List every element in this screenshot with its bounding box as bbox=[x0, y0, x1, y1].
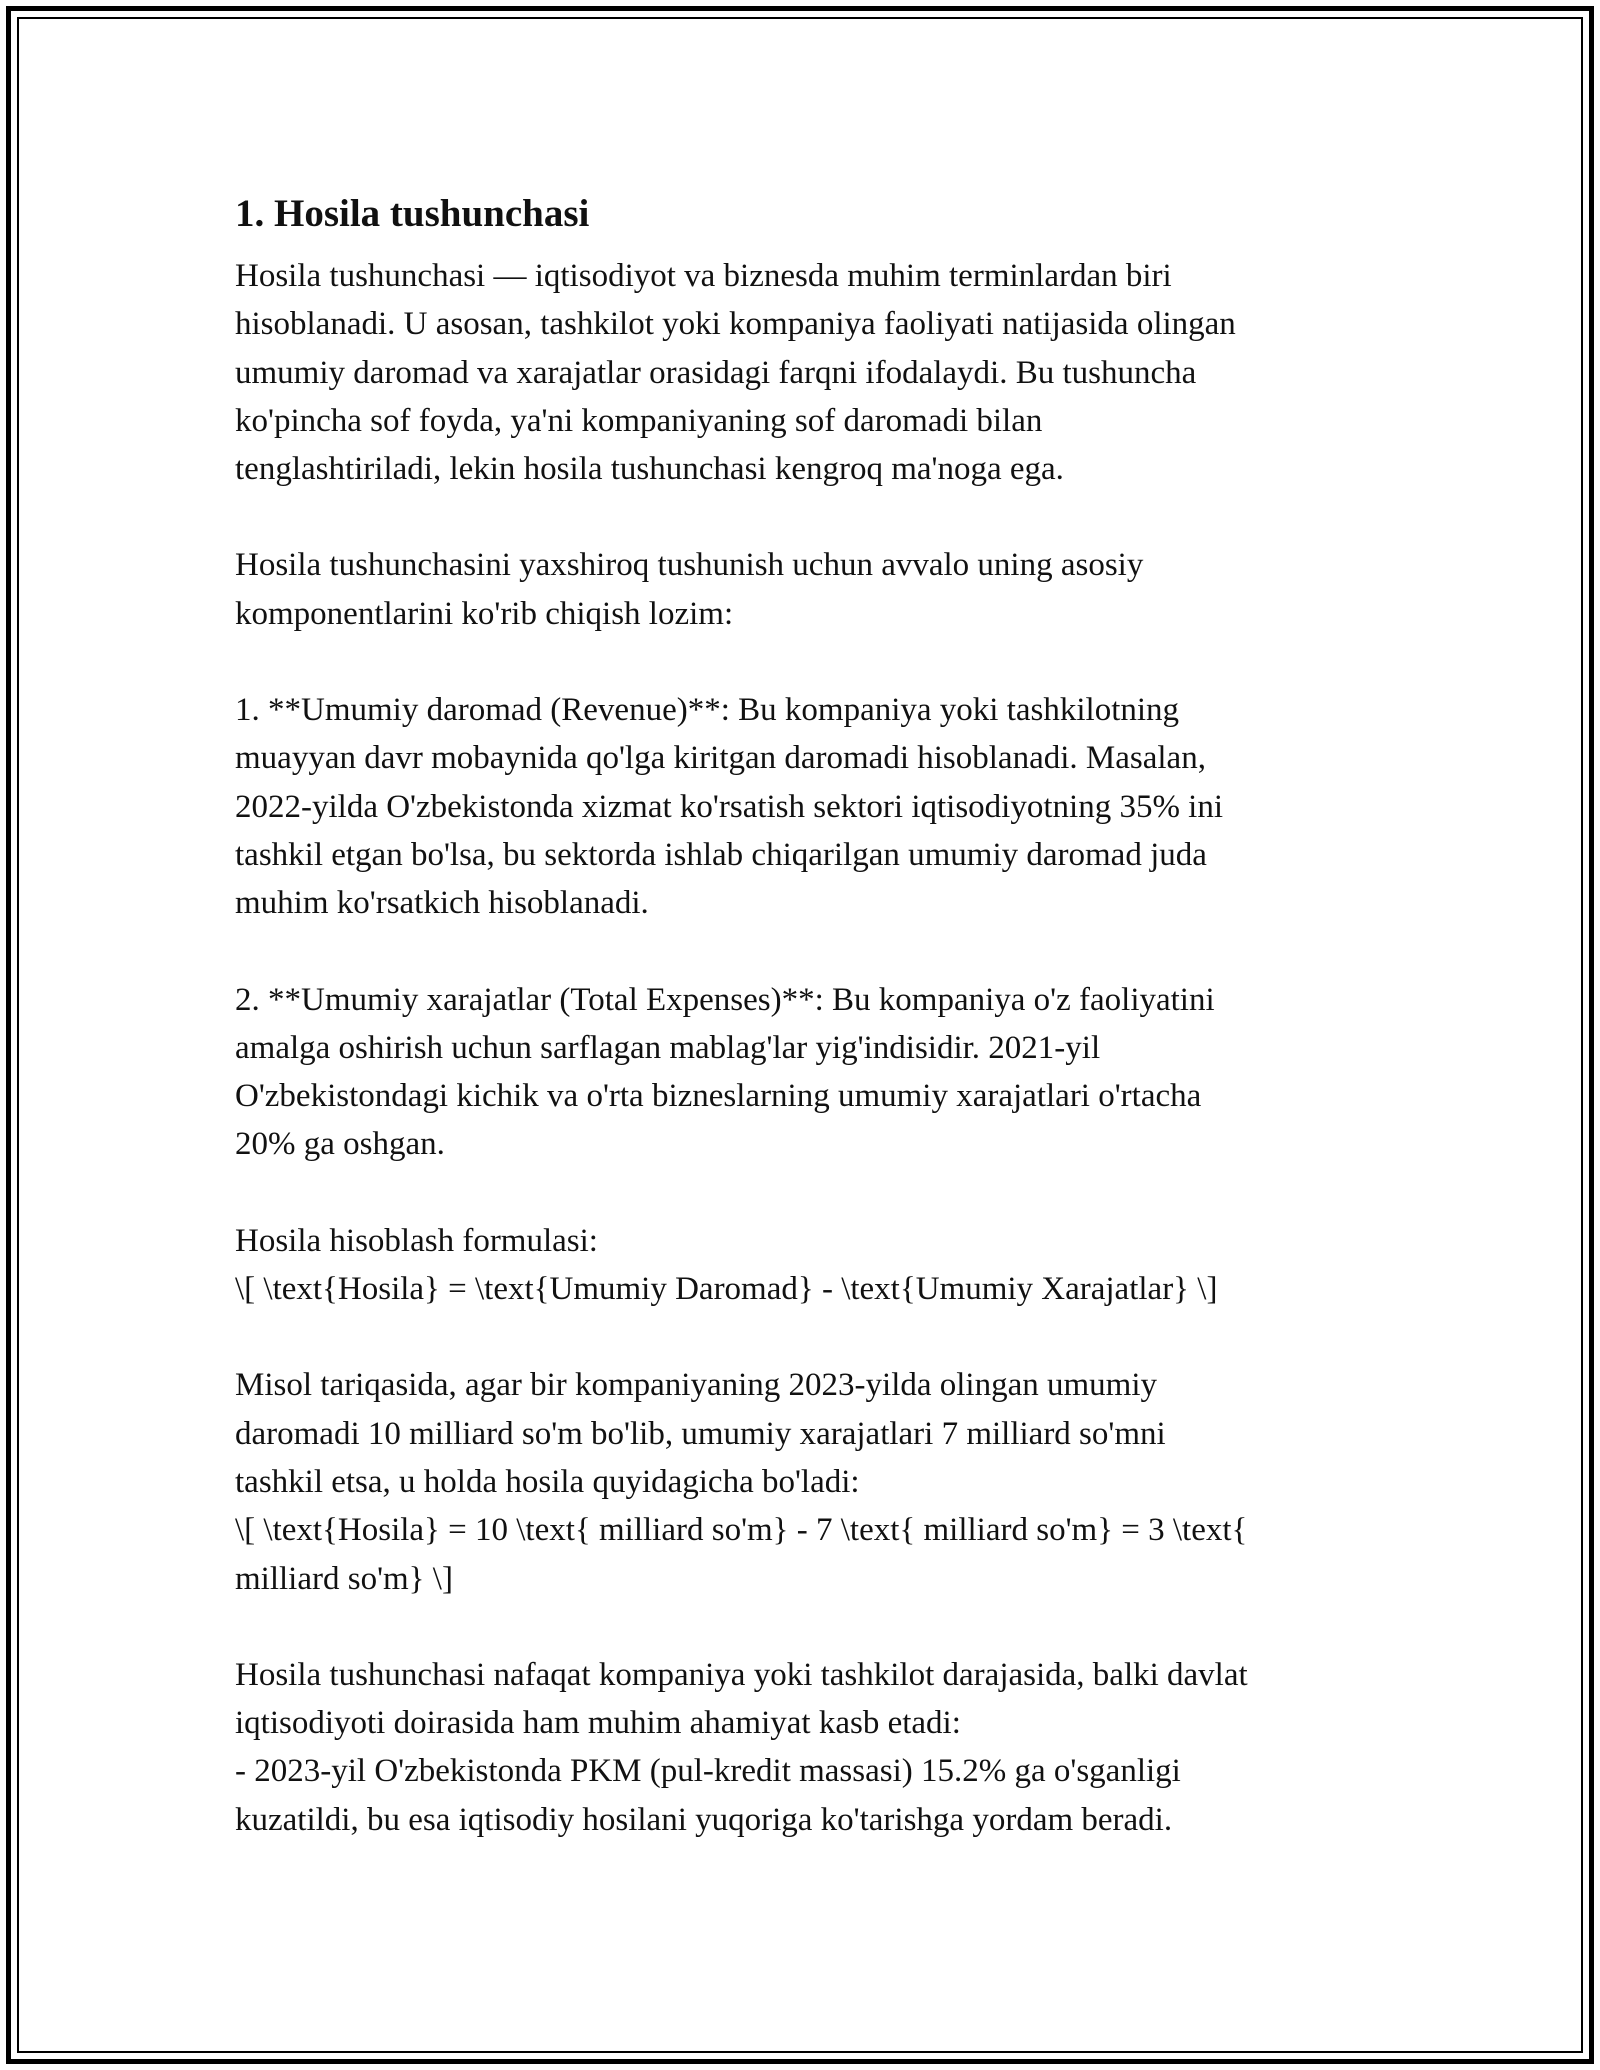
document-body bbox=[235, 186, 1365, 1844]
paragraph-expenses: 2. **Umumiy xarajatlar (Total Expenses)**: Bu kompaniya o'z faoliyatini amalga oshirish uchun sarflagan mablag'lar yig'indisidir. 2021-yil O'zbekistondagi kichik va o'rta bizneslarning umumiy xarajatlari o'rtacha 20% ga oshgan. bbox=[235, 981, 1215, 1163]
paragraph-example: Misol tariqasida, agar bir kompaniyaning 2023-yilda olingan umumiy daromadi 10 milliard so'm bo'lib, umumiy xarajatlari 7 milliard so'mni tashkil etsa, u holda hosila quyidagicha bo'ladi: \[ \text{Hosila} = 10 \text{ milliard so'm} - 7 \text{ milliard so'm} = 3 \text{ milliard so'm} \] bbox=[235, 1367, 1248, 1597]
paragraph-components-intro: Hosila tushunchasini yaxshiroq tushunish uchun avvalo uning asosiy komponentlarini ko'rib chiqish lozim: bbox=[235, 547, 1144, 632]
paragraph-state-economy: Hosila tushunchasi nafaqat kompaniya yoki tashkilot darajasida, balki davlat iqtisodiyoti doirasida ham muhim ahamiyat kasb etadi: - 2023-yil O'zbekistonda PKM (pul-kredit massasi) 15.2% ga o'sganligi kuzatildi, bu esa iqtisodiy hosilani yuqoriga ko'tarishga yordam beradi. bbox=[235, 1656, 1248, 1838]
paragraph-formula: Hosila hisoblash formulasi: \[ \text{Hosila} = \text{Umumiy Daromad} - \text{Umumiy Xarajatlar} \] bbox=[235, 1222, 1218, 1308]
paragraph-intro: Hosila tushunchasi — iqtisodiyot va biznesda muhim terminlardan biri hisoblanadi. U asosan, tashkilot yoki kompaniya faoliyati natijasida olingan umumiy daromad va xarajatlar orasidagi farqni ifodalaydi. Bu tushuncha ko'pincha sof foyda, ya'ni kompaniyaning sof daromadi bilan tenglashtiriladi, lekin hosila tushunchasi kengroq ma'noga ega. bbox=[235, 258, 1236, 488]
section-title: 1. Hosila tushunchasi bbox=[235, 192, 590, 235]
paragraph-revenue: 1. **Umumiy daromad (Revenue)**: Bu kompaniya yoki tashkilotning muayyan davr mobaynida qo'lga kiritgan daromadi hisoblanadi. Masalan, 2022-yilda O'zbekistonda xizmat ko'rsatish sektori iqtisodiyotning 35% ini tashkil etgan bo'lsa, bu sektorda ishlab chiqarilgan umumiy daromad juda muhim ko'rsatkich hisoblanadi. bbox=[235, 692, 1224, 922]
